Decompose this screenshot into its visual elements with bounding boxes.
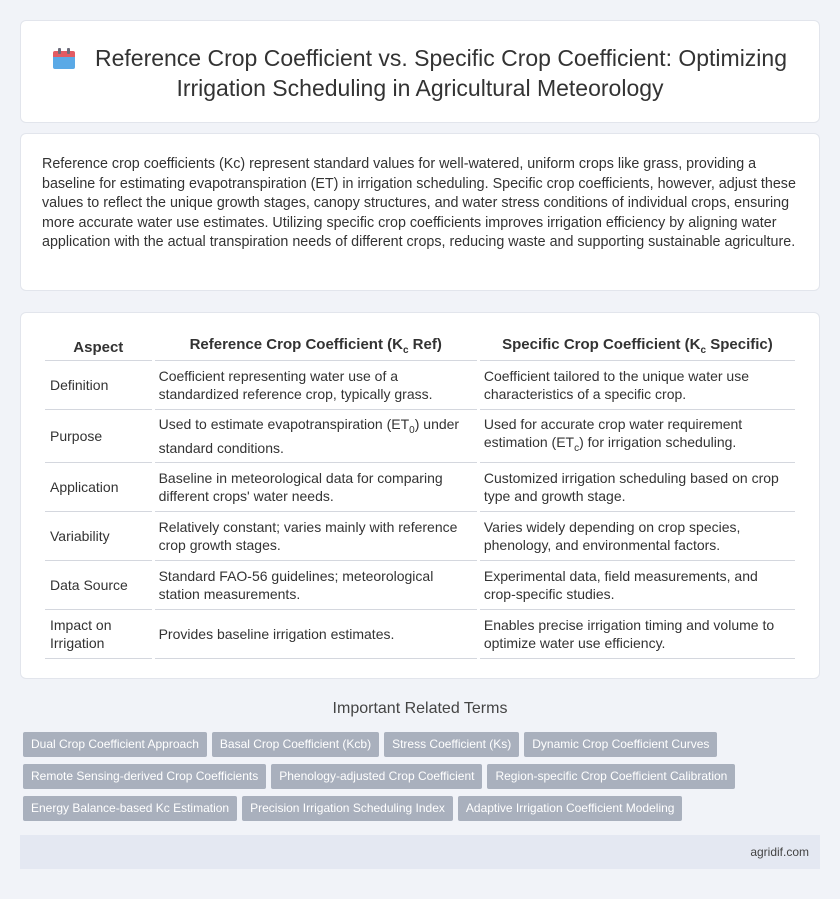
header-aspect: Aspect: [45, 334, 152, 361]
cell-reference: Used to estimate evapotranspiration $(ET_0)$ under standard conditions.: [155, 410, 477, 463]
related-term-tag[interactable]: Basal Crop Coefficient (Kcb): [212, 732, 379, 757]
related-terms-heading: Important Related Terms: [332, 700, 508, 717]
related-term-tag[interactable]: Stress Coefficient (Ks): [384, 732, 519, 757]
calendar-icon: [53, 48, 75, 69]
cell-reference: Relatively constant; varies mainly with reference crop growth stages.: [155, 512, 477, 561]
table-row: [45, 610, 795, 659]
row-aspect-definition: Definition: [45, 361, 152, 410]
cell-reference: Provides baseline irrigation estimates.: [155, 610, 477, 659]
related-term-tag[interactable]: Dual Crop Coefficient Approach: [23, 732, 207, 757]
header-reference: Reference Crop Coefficient ($K_c$ Ref): [155, 334, 477, 361]
related-term-tag[interactable]: Phenology-adjusted Crop Coefficient: [271, 764, 482, 789]
footer: [20, 835, 820, 869]
related-term-tag[interactable]: Dynamic Crop Coefficient Curves: [524, 732, 717, 757]
row-aspect-impact: Impact on Irrigation: [45, 610, 152, 659]
related-term-tag[interactable]: Precision Irrigation Scheduling Index: [242, 796, 453, 821]
page-title: [51, 43, 789, 103]
row-aspect-variability: Variability: [45, 512, 152, 561]
cell-reference: Baseline in meteorological data for comparing different crops' water needs.: [155, 463, 477, 512]
site-link[interactable]: agridif.com: [750, 845, 809, 859]
cell-specific: Varies widely depending on crop species, phenology, and environmental factors.: [480, 512, 795, 561]
cell-specific: Experimental data, field measurements, and crop-specific studies.: [480, 561, 795, 610]
cell-specific: Coefficient tailored to the unique water use characteristics of a specific crop.: [480, 361, 795, 410]
row-aspect-data-source: Data Source: [45, 561, 152, 610]
related-term-tag[interactable]: Adaptive Irrigation Coefficient Modeling: [458, 796, 683, 821]
intro-paragraph: Reference crop coefficients (Kc) represent standard values for well-watered, uniform crops like grass, providing a baseline for estimating evapotranspiration (ET) in irrigation scheduling. Specific crop coefficients, however, adjust these values to reflect the unique growth stages, canopy structures, and water stress conditions of individual crops, ensuring more accurate water use estimates. Utilizing specific crop coefficients improves irrigation efficiency by aligning water application with the actual transpiration needs of different crops, reducing waste and supporting sustainable agriculture.: [42, 156, 796, 250]
table-row: [45, 410, 795, 463]
cell-specific: Customized irrigation scheduling based on crop type and growth stage.: [480, 463, 795, 512]
comparison-card: [20, 312, 820, 679]
cell-specific: Enables precise irrigation timing and volume to optimize water use efficiency.: [480, 610, 795, 659]
related-term-tag[interactable]: Energy Balance-based Kc Estimation: [23, 796, 237, 821]
header-specific: Specific Crop Coefficient ($K_c$ Specific): [480, 334, 795, 361]
title-card: [20, 20, 820, 123]
cell-reference: Coefficient representing water use of a standardized reference crop, typically grass.: [155, 361, 477, 410]
related-terms-list: [23, 732, 803, 828]
intro-card: [20, 133, 820, 291]
related-term-tag[interactable]: Region-specific Crop Coefficient Calibration: [487, 764, 735, 789]
page-title-text: Reference Crop Coefficient vs. Specific Crop Coefficient: Optimizing Irrigation Scheduling in Agricultural Meteorology: [94, 45, 787, 101]
table-row: [45, 561, 795, 610]
related-term-tag[interactable]: Remote Sensing-derived Crop Coefficients: [23, 764, 266, 789]
cell-specific: Used for accurate crop water requirement estimation $(ET_c)$ for irrigation scheduling.: [480, 410, 795, 463]
table-header-row: [45, 334, 795, 361]
table-row: [45, 361, 795, 410]
cell-reference: Standard FAO-56 guidelines; meteorological station measurements.: [155, 561, 477, 610]
comparison-table: [42, 334, 798, 659]
row-aspect-application: Application: [45, 463, 152, 512]
row-aspect-purpose: Purpose: [45, 410, 152, 463]
table-row: [45, 512, 795, 561]
table-row: [45, 463, 795, 512]
